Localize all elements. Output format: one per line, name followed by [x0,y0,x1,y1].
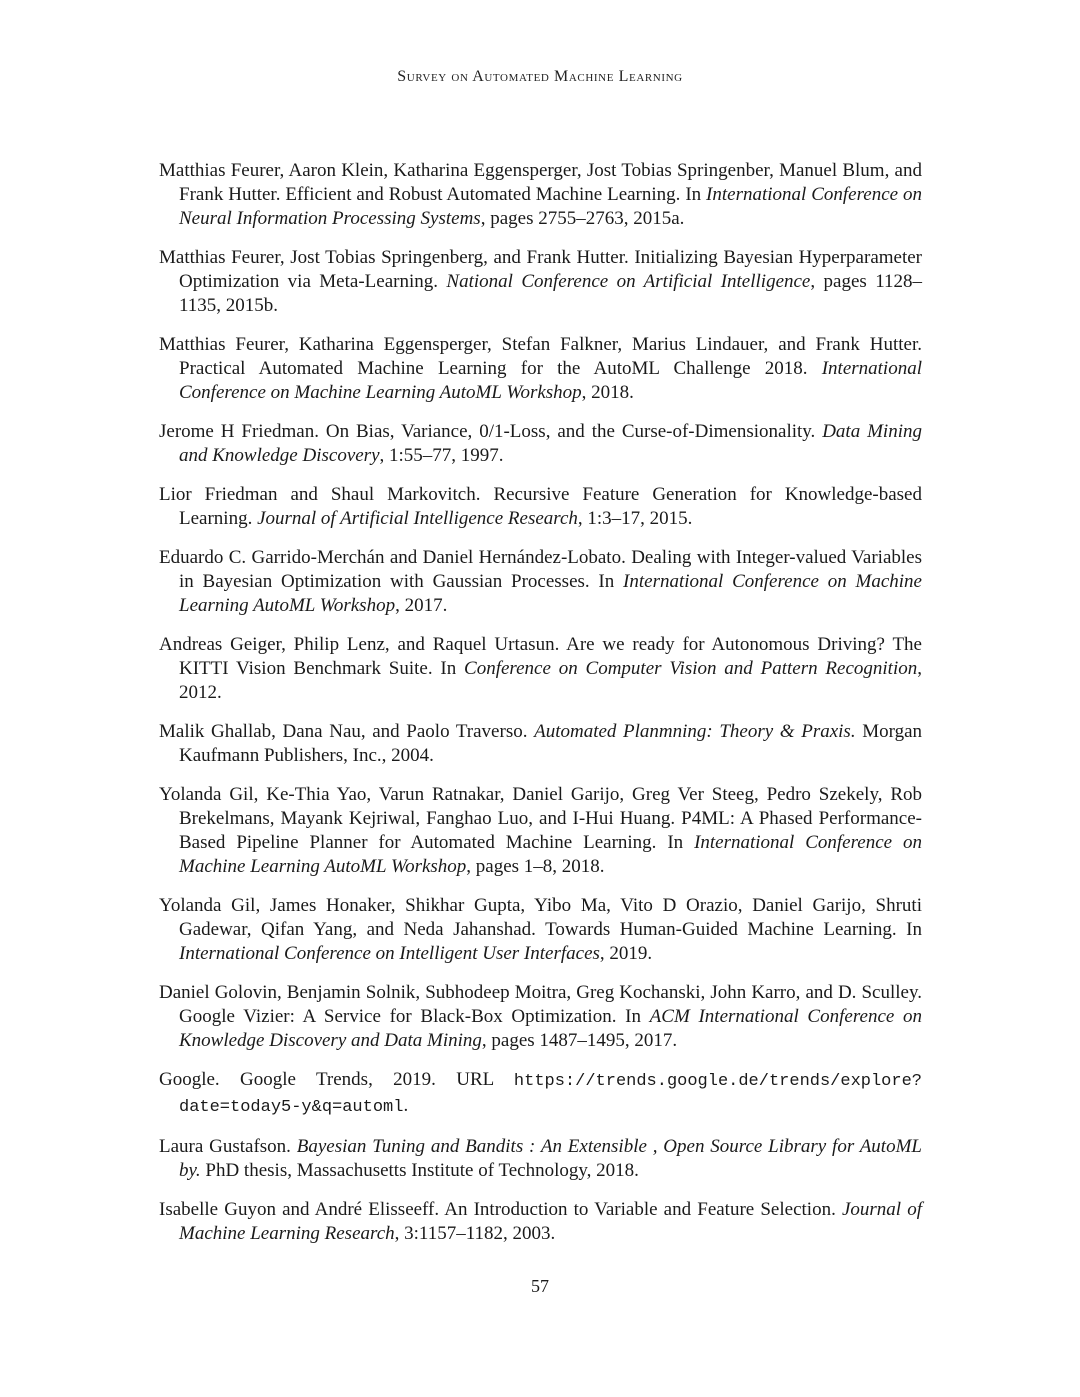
reference-item [159,1068,922,1120]
reference-authors-title: Jerome H Friedman. On Bias, Variance, 0/1-Loss, and the Curse-of-Dimensionality. [159,421,823,442]
reference-authors-title: Matthias Feurer, Jost Tobias Springenberg, and Frank Hutter. Initializing Bayesian Hyperparameter Optimization via Meta-Learning. [159,247,922,292]
reference-authors-title: Google. Google Trends, 2019. URL [159,1069,514,1090]
reference-authors-title: Lior Friedman and Shaul Markovitch. Recursive Feature Generation for Knowledge-based Learning. [159,484,922,529]
reference-details: PhD thesis, Massachusetts Institute of Technology, 2018. [200,1160,639,1181]
reference-item [159,483,922,531]
reference-venue: International Conference on Intelligent User Interfaces [179,943,600,964]
reference-authors-title: Yolanda Gil, James Honaker, Shikhar Gupta, Yibo Ma, Vito D Orazio, Daniel Garijo, Shruti Gadewar, Qifan Yang, and Neda Jahanshad. Towards Human-Guided Machine Learning. In [159,895,922,940]
reference-venue: International Conference on Machine Learning AutoML Workshop [179,832,922,877]
running-head: Survey on Automated Machine Learning [397,68,683,85]
reference-details: , 2018. [581,382,634,403]
reference-authors-title: Daniel Golovin, Benjamin Solnik, Subhodeep Moitra, Greg Kochanski, John Karro, and D. Sculley. Google Vizier: A Service for Black-Box Optimization. In [159,982,922,1027]
reference-details: . [403,1095,409,1116]
reference-list [159,159,922,1261]
reference-item [159,783,922,879]
reference-details: , pages 2755–2763, 2015a. [480,208,685,229]
reference-authors-title: Andreas Geiger, Philip Lenz, and Raquel Urtasun. Are we ready for Autonomous Driving? The KITTI Vision Benchmark Suite. In [159,634,922,679]
reference-item [159,1198,922,1246]
reference-item [159,981,922,1053]
reference-authors-title: Matthias Feurer, Aaron Klein, Katharina Eggensperger, Jost Tobias Springenber, Manuel Blum, and Frank Hutter. Efficient and Robust Automated Machine Learning. In [159,160,922,205]
reference-item [159,720,922,768]
reference-item [159,894,922,966]
reference-details: , 1:55–77, 1997. [379,445,504,466]
reference-authors-title: Malik Ghallab, Dana Nau, and Paolo Traverso. [159,721,535,742]
reference-details: , 2012. [179,658,922,703]
reference-details: , 2019. [599,943,653,964]
reference-item [159,246,922,318]
reference-venue: Bayesian Tuning and Bandits : An Extensible , Open Source Library for AutoML by. [179,1136,922,1181]
reference-venue: International Conference on Machine Learning AutoML Workshop [179,358,922,403]
reference-authors-title: Eduardo C. Garrido-Merchán and Daniel Hernández-Lobato. Dealing with Integer-valued Variables in Bayesian Optimization with Gaussian Processes. In [159,547,922,592]
reference-venue: Conference on Computer Vision and Pattern Recognition [464,658,918,679]
reference-venue: International Conference on Neural Information Processing Systems [179,184,922,229]
reference-venue: Automated Planmning: Theory & Praxis. [534,721,856,742]
reference-authors-title: Yolanda Gil, Ke-Thia Yao, Varun Ratnakar, Daniel Garijo, Greg Ver Steeg, Pedro Szekely, Rob Brekelmans, Mayank Kejriwal, Fanghao Luo, and I-Hui Huang. P4ML: A Phased Performance-Based Pipeline Planner for Automated Machine Learning. In [159,784,922,853]
reference-item [159,546,922,618]
page-number: 57 [531,1276,549,1296]
reference-venue: National Conference on Artificial Intelligence [446,271,811,292]
reference-item [159,333,922,405]
reference-details: , pages 1–8, 2018. [466,856,605,877]
reference-venue: International Conference on Machine Learning AutoML Workshop [179,571,922,616]
reference-authors-title: Matthias Feurer, Katharina Eggensperger, Stefan Falkner, Marius Lindauer, and Frank Hutter. Practical Automated Machine Learning for the AutoML Challenge 2018. [159,334,922,379]
reference-venue: ACM International Conference on Knowledge Discovery and Data Mining [179,1006,923,1051]
reference-details: , 1:3–17, 2015. [577,508,693,529]
reference-authors-title: Isabelle Guyon and André Elisseeff. An Introduction to Variable and Feature Selection. [159,1199,842,1220]
reference-details: , pages 1487–1495, 2017. [481,1030,678,1051]
reference-item [159,1135,922,1183]
reference-authors-title: Laura Gustafson. [159,1136,297,1157]
reference-details: , pages 1128–1135, 2015b. [179,271,922,316]
reference-item [159,633,922,705]
reference-details: , 3:1157–1182, 2003. [394,1223,556,1244]
reference-venue: Journal of Machine Learning Research [179,1199,922,1244]
reference-item [159,159,922,231]
reference-venue: Data Mining and Knowledge Discovery [179,421,922,466]
reference-url-link[interactable]: https://trends.google.de/trends/explore?date=today5-y&q=automl [179,1072,922,1117]
reference-details: Morgan Kaufmann Publishers, Inc., 2004. [179,721,923,766]
reference-venue: Journal of Artificial Intelligence Research [257,508,578,529]
reference-item [159,420,922,468]
reference-details: , 2017. [395,595,448,616]
